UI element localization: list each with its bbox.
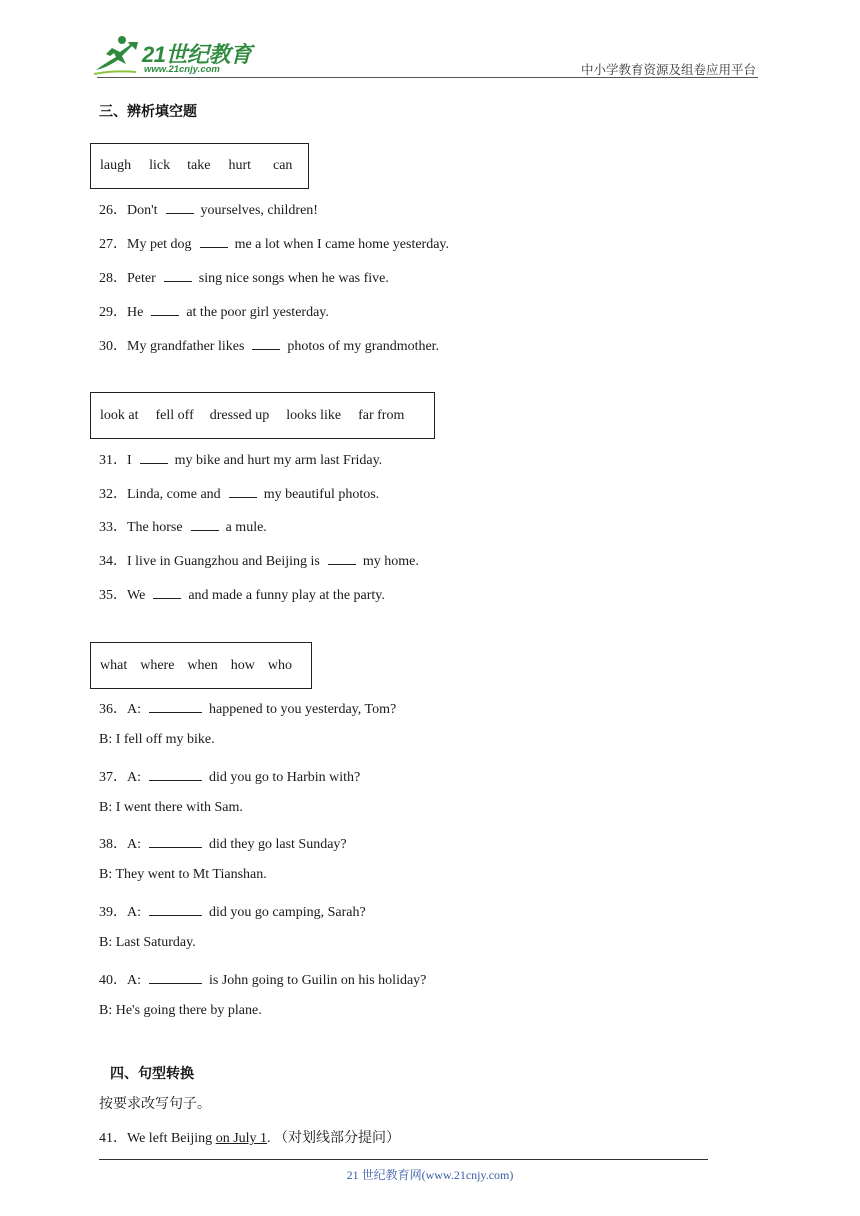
footer-divider xyxy=(99,1159,708,1160)
word-option: laugh xyxy=(100,158,132,173)
underlined-phrase: on July 1 xyxy=(215,1131,268,1146)
word-option: dressed up xyxy=(209,407,270,423)
word-option: can xyxy=(273,158,293,173)
answer-blank[interactable] xyxy=(149,834,202,848)
answer-39: B: Last Saturday. xyxy=(99,935,196,950)
word-option: fell off xyxy=(155,407,194,423)
answer-38: B: They went to Mt Tianshan. xyxy=(99,867,267,882)
word-option: lick xyxy=(149,158,171,173)
answer-40: B: He's going there by plane. xyxy=(99,1003,262,1018)
word-box-1 xyxy=(90,143,309,189)
answer-blank[interactable] xyxy=(200,234,228,248)
answer-blank[interactable] xyxy=(166,200,194,214)
word-option: hurt xyxy=(228,158,251,173)
answer-blank[interactable] xyxy=(140,450,168,464)
question-41: 41．We left Beijing on July 1. （对划线部分提问） xyxy=(99,1130,401,1146)
answer-blank[interactable] xyxy=(229,484,257,498)
question-31: 31．I my bike and hurt my arm last Friday. xyxy=(99,449,382,469)
answer-blank[interactable] xyxy=(149,767,202,781)
question-32: 32．Linda, come and my beautiful photos. xyxy=(99,483,379,503)
footer-text: 21 世纪教育网(www.21cnjy.com) xyxy=(346,1168,514,1182)
question-27: 27．My pet dog me a lot when I came home yesterday. xyxy=(99,233,449,253)
answer-blank[interactable] xyxy=(153,585,181,599)
answer-blank[interactable] xyxy=(164,268,192,282)
section-4-title: 四、句型转换 xyxy=(110,1066,194,1082)
answer-blank[interactable] xyxy=(151,302,179,316)
header-platform-name: 中小学教育资源及组卷应用平台 xyxy=(580,62,756,77)
question-39: 39．A: did you go camping, Sarah? xyxy=(99,901,366,921)
answer-36: B: I fell off my bike. xyxy=(99,732,215,747)
logo-text: 21世纪教育 xyxy=(142,42,252,67)
word-option: take xyxy=(187,158,211,173)
answer-blank[interactable] xyxy=(252,336,280,350)
question-36: 36．A: happened to you yesterday, Tom? xyxy=(99,698,396,718)
answer-37: B: I went there with Sam. xyxy=(99,800,243,815)
word-option: far from xyxy=(358,407,405,423)
question-34: 34．I live in Guangzhou and Beijing is my home. xyxy=(99,550,419,570)
answer-blank[interactable] xyxy=(191,517,219,531)
word-option: when xyxy=(187,657,218,673)
answer-blank[interactable] xyxy=(149,902,202,916)
word-box-3 xyxy=(90,642,312,689)
question-35: 35．We and made a funny play at the party. xyxy=(99,584,385,604)
answer-blank[interactable] xyxy=(328,551,356,565)
question-30: 30．My grandfather likes photos of my grandmother. xyxy=(99,335,439,355)
site-logo xyxy=(92,32,262,78)
question-38: 38．A: did they go last Sunday? xyxy=(99,833,347,853)
word-box-2 xyxy=(90,392,435,439)
question-37: 37．A: did you go to Harbin with? xyxy=(99,766,360,786)
runner-icon xyxy=(92,34,140,76)
word-option: where xyxy=(140,657,175,673)
question-29: 29．He at the poor girl yesterday. xyxy=(99,301,329,321)
logo-url: www.21cnjy.com xyxy=(144,64,220,75)
word-option: looks like xyxy=(286,407,342,423)
section-3-title: 三、辨析填空题 xyxy=(99,104,197,120)
question-28: 28．Peter sing nice songs when he was five. xyxy=(99,267,389,287)
section-4-instruction: 按要求改写句子。 xyxy=(99,1096,211,1112)
question-26: 26．Don't yourselves, children! xyxy=(99,199,318,219)
word-option: look at xyxy=(100,407,139,423)
word-option: who xyxy=(267,657,292,673)
header-divider xyxy=(97,77,758,78)
question-40: 40．A: is John going to Guilin on his holiday? xyxy=(99,969,426,989)
word-option: how xyxy=(230,657,255,673)
answer-blank[interactable] xyxy=(149,970,202,984)
answer-blank[interactable] xyxy=(149,699,202,713)
question-33: 33．The horse a mule. xyxy=(99,516,267,536)
word-option: what xyxy=(100,657,128,673)
